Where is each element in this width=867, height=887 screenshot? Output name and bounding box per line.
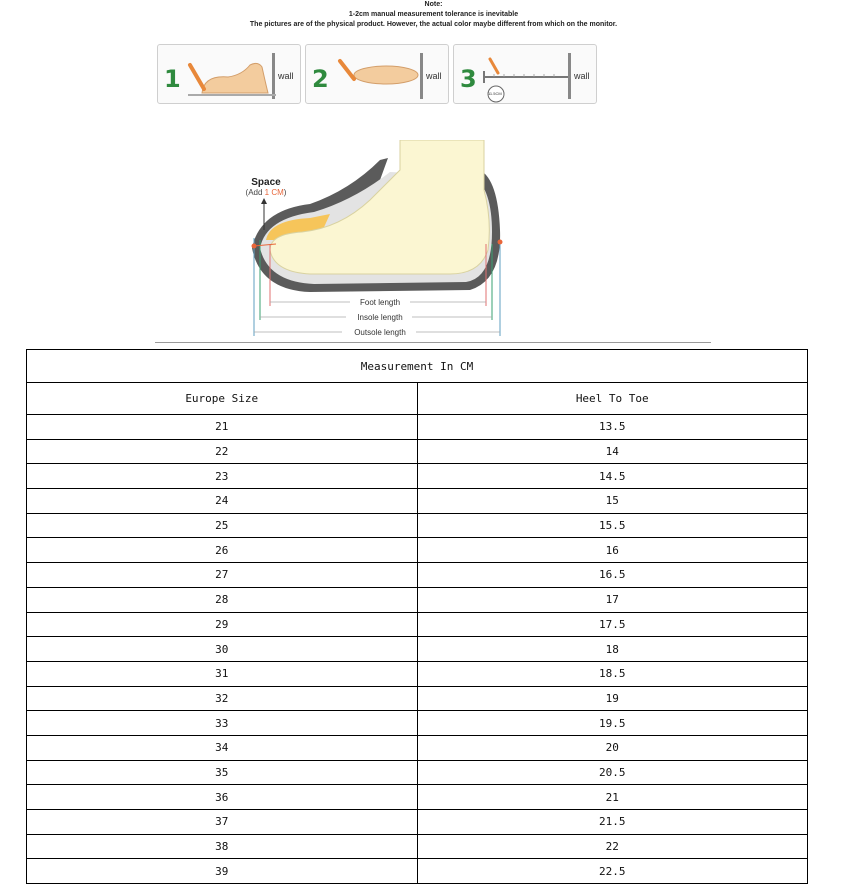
cell-europe-size: 28 (27, 587, 418, 612)
cell-heel-to-toe: 14.5 (417, 464, 808, 489)
table-row (27, 735, 808, 760)
cell-heel-to-toe: 15.5 (417, 513, 808, 538)
table-row (27, 612, 808, 637)
shoe-length-diagram (230, 140, 520, 340)
measurement-steps (157, 44, 597, 104)
cell-europe-size: 31 (27, 661, 418, 686)
step-2-panel (305, 44, 449, 104)
cell-heel-to-toe: 19 (417, 686, 808, 711)
table-row (27, 711, 808, 736)
cell-europe-size: 27 (27, 563, 418, 588)
cell-europe-size: 33 (27, 711, 418, 736)
cell-europe-size: 24 (27, 489, 418, 514)
step-2-number: 2 (312, 65, 329, 93)
table-row (27, 686, 808, 711)
cell-heel-to-toe: 17 (417, 587, 808, 612)
cell-heel-to-toe: 21 (417, 785, 808, 810)
cell-europe-size: 35 (27, 760, 418, 785)
space-add-label: (Add 1 CM) (245, 188, 287, 197)
cell-heel-to-toe: 22 (417, 834, 808, 859)
cell-europe-size: 38 (27, 834, 418, 859)
cell-heel-to-toe: 21.5 (417, 810, 808, 835)
cell-heel-to-toe: 18 (417, 637, 808, 662)
table-row (27, 637, 808, 662)
step-3-panel (453, 44, 597, 104)
note-block (0, 0, 867, 30)
table-row (27, 859, 808, 884)
table-row (27, 513, 808, 538)
cell-heel-to-toe: 16.5 (417, 563, 808, 588)
table-row (27, 563, 808, 588)
note-line-2: The pictures are of the physical product. However, the actual color maybe different from which on the monitor. (249, 21, 618, 28)
step-1-number: 1 (164, 65, 181, 93)
table-row (27, 538, 808, 563)
table-row (27, 439, 808, 464)
cell-europe-size: 26 (27, 538, 418, 563)
step-1-panel (157, 44, 301, 104)
cell-europe-size: 37 (27, 810, 418, 835)
step-2-wall-label: wall (426, 71, 442, 81)
cell-europe-size: 39 (27, 859, 418, 884)
cell-heel-to-toe: 18.5 (417, 661, 808, 686)
cell-heel-to-toe: 13.5 (417, 415, 808, 440)
foot-length-label: Foot length (359, 298, 401, 307)
space-label: Space (251, 177, 281, 188)
cell-heel-to-toe: 16 (417, 538, 808, 563)
table-row (27, 587, 808, 612)
cell-europe-size: 21 (27, 415, 418, 440)
table-row (27, 810, 808, 835)
table-row (27, 785, 808, 810)
cell-europe-size: 32 (27, 686, 418, 711)
cell-europe-size: 25 (27, 513, 418, 538)
note-title: Note: (424, 1, 443, 8)
cell-heel-to-toe: 20 (417, 735, 808, 760)
cell-europe-size: 22 (27, 439, 418, 464)
step-1-wall-label: wall (278, 71, 294, 81)
header-europe-size: Europe Size (27, 383, 418, 415)
cell-europe-size: 36 (27, 785, 418, 810)
step-3-wall-label: wall (574, 71, 590, 81)
cell-heel-to-toe: 19.5 (417, 711, 808, 736)
cell-europe-size: 34 (27, 735, 418, 760)
cell-europe-size: 30 (27, 637, 418, 662)
table-row (27, 661, 808, 686)
table-title-row (27, 350, 808, 383)
table-header-row (27, 383, 808, 415)
insole-length-label: Insole length (357, 313, 403, 322)
table-row (27, 464, 808, 489)
cell-europe-size: 29 (27, 612, 418, 637)
cell-heel-to-toe: 15 (417, 489, 808, 514)
table-row (27, 489, 808, 514)
outsole-length-label: Outsole length (354, 328, 406, 337)
ruler-badge-text: 11.5CM (488, 91, 502, 96)
step-3-number: 3 (460, 65, 477, 93)
cell-heel-to-toe: 20.5 (417, 760, 808, 785)
header-heel-to-toe: Heel To Toe (417, 383, 808, 415)
table-row (27, 760, 808, 785)
cell-heel-to-toe: 14 (417, 439, 808, 464)
cell-heel-to-toe: 17.5 (417, 612, 808, 637)
table-row (27, 834, 808, 859)
note-line-1: 1-2cm manual measurement tolerance is inevitable (348, 11, 519, 18)
cell-heel-to-toe: 22.5 (417, 859, 808, 884)
separator-line (155, 342, 711, 343)
table-title: Measurement In CM (27, 350, 808, 383)
table-row (27, 415, 808, 440)
size-chart-table (26, 349, 808, 884)
cell-europe-size: 23 (27, 464, 418, 489)
